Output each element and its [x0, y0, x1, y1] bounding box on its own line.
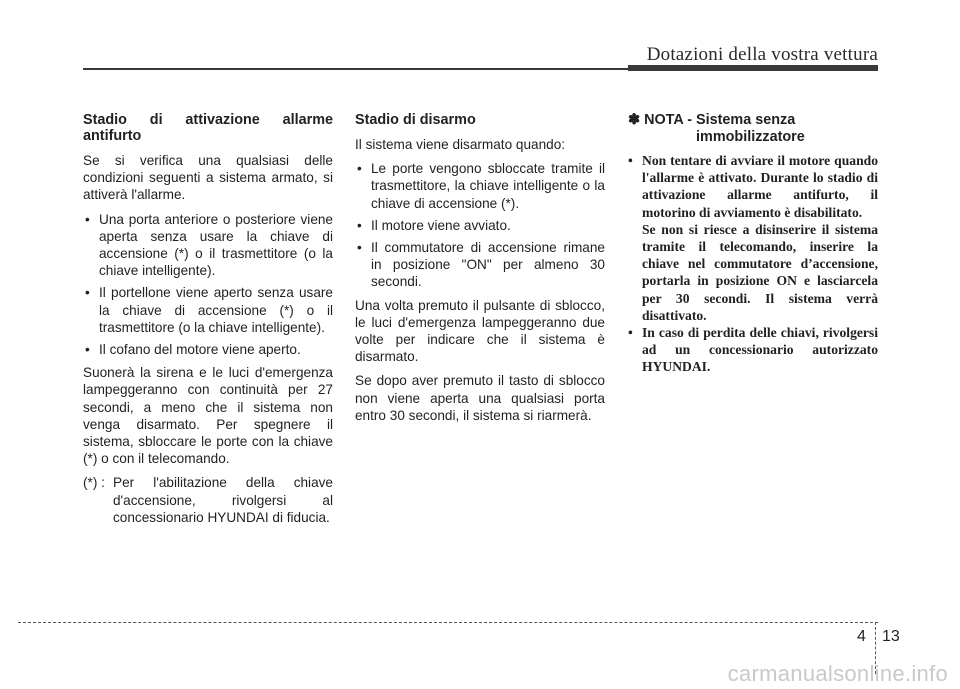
note-heading	[628, 112, 878, 146]
list-item: • Il commutatore di accensione rimane in posizione "ON" per almeno 30 secondi.	[357, 240, 605, 290]
column-note	[628, 112, 878, 376]
bullet-icon: •	[628, 325, 633, 341]
list-item: • Non tentare di avviare il motore quando l'allarme è attivato. Durante lo stadio di attivazione allarme antifurto, il motorino di avviamento è disabilitato. Se non si riesce a disinserire il sistema tramite il telecomando, inserire la chiave nel commutatore d’accensione, portarla in posizione ON e lasciarcela per 30 secondi. Il sistema verrà disattivato.	[628, 153, 878, 323]
paragraph: Una volta premuto il pulsante di sblocco, le luci d'emergenza lampeggeranno due volte per indicare che il sistema è disarmato.	[355, 297, 605, 365]
list-item: • Una porta anteriore o posteriore viene aperta senza usare la chiave di accensione (*) o il trasmettitore (o la chiave intelligente).	[85, 211, 333, 279]
column-disarm	[355, 112, 605, 431]
note-star-icon: ✽	[628, 112, 641, 128]
column-alarm-activation	[83, 112, 333, 526]
bullet-icon: •	[357, 217, 362, 233]
header-rule-accent	[628, 65, 878, 71]
bullet-list	[83, 211, 333, 359]
footnote-text: Per l'abilitazione della chiave d'accensione, rivolgersi al concessionario HYUNDAI di fiducia.	[113, 475, 333, 525]
note-title: Sistema senza immobilizzatore	[696, 112, 805, 145]
paragraph: Il sistema viene disarmato quando:	[355, 137, 566, 152]
bullet-icon: •	[85, 285, 90, 301]
note-list	[628, 152, 878, 376]
watermark: carmanualsonline.info	[727, 661, 948, 686]
bullet-icon: •	[357, 240, 362, 256]
footnote-marker: (*) :	[83, 475, 105, 491]
bullet-icon: •	[357, 161, 362, 177]
bullet-icon: •	[628, 153, 633, 168]
list-item: • Le porte vengono sbloccate tramite il trasmettitore, la chiave intelligente o la chiave di accensione (*).	[357, 161, 605, 211]
paragraph: Se si verifica una qualsiasi delle condizioni seguenti a sistema armato, si attiverà l'allarme.	[83, 153, 333, 203]
list-item: • In caso di perdita delle chiavi, rivolgersi ad un concessionario autorizzato HYUNDAI.	[628, 325, 878, 375]
bullet-list	[355, 160, 605, 290]
bullet-icon: •	[85, 211, 90, 227]
section-heading: Stadio di disarmo	[355, 112, 476, 128]
chapter-number: 4	[857, 628, 866, 645]
section-heading: Stadio di attivazione allarme antifurto	[83, 112, 333, 144]
page-header-title: Dotazioni della vostra vettura	[646, 44, 878, 65]
bullet-icon: •	[85, 342, 90, 358]
note-label: NOTA -	[644, 112, 693, 128]
paragraph: Se dopo aver premuto il tasto di sblocco non viene aperta una qualsiasi porta entro 30 secondi, il sistema si riarmerà.	[355, 373, 605, 423]
paragraph: Suonerà la sirena e le luci d'emergenza lampeggeranno con continuità per 27 secondi, a meno che il sistema non venga disarmato. Per spegnere il sistema, sbloccare le porte con la chiave (*) o con il telecomando.	[83, 365, 333, 467]
list-item: • Il cofano del motore viene aperto.	[85, 342, 301, 358]
list-item: • Il motore viene avviato.	[357, 217, 511, 233]
footer-rule	[18, 622, 878, 623]
page-number: 13	[882, 628, 900, 645]
list-item: • Il portellone viene aperto senza usare la chiave di accensione (*) o il trasmettitore (o la chiave intelligente).	[85, 285, 333, 335]
footnote	[83, 474, 333, 526]
